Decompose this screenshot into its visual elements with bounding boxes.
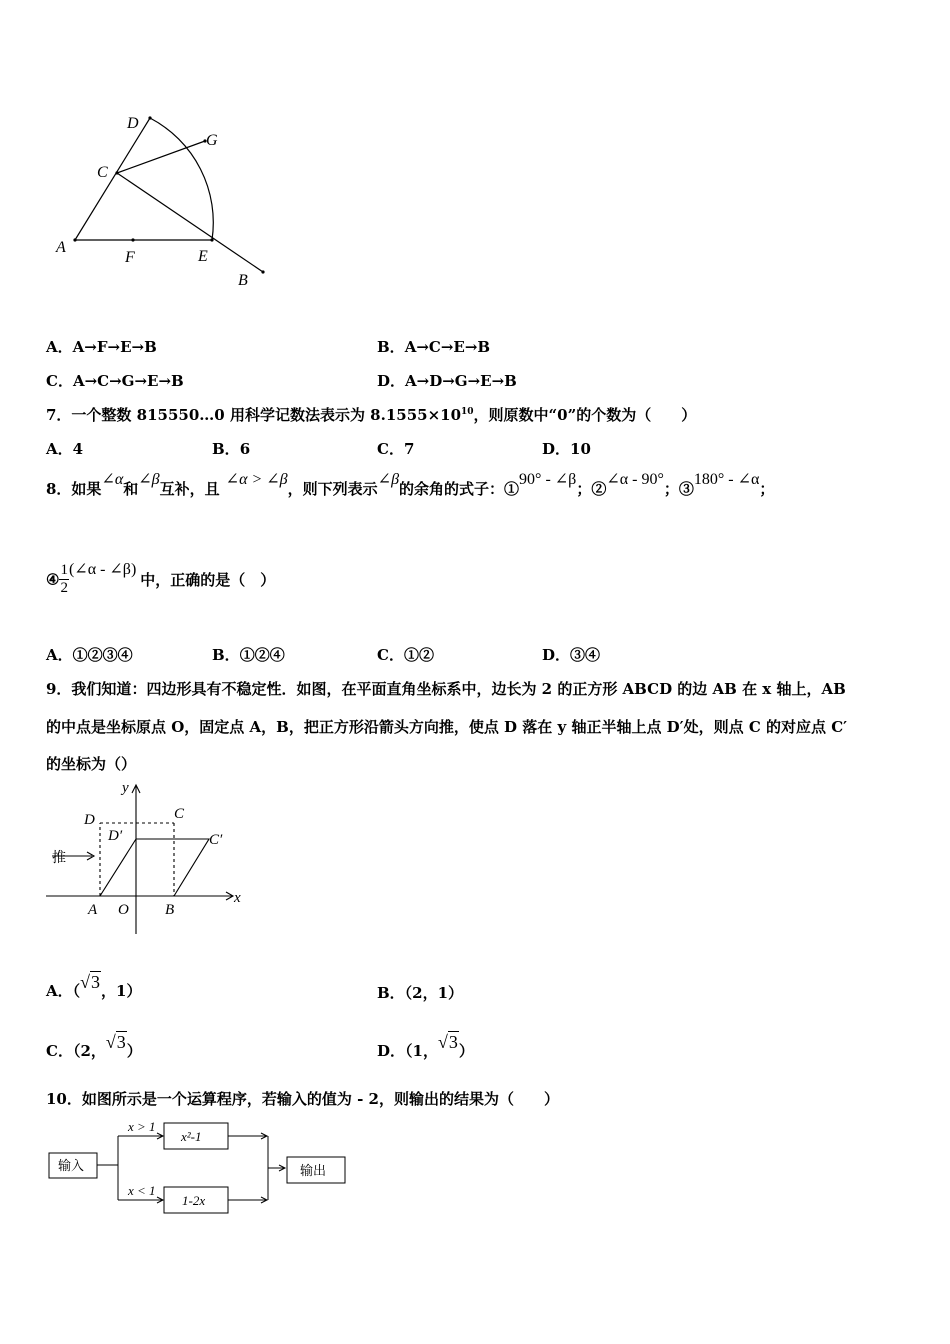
svg-text:O: O [118, 902, 129, 918]
svg-text:D′: D′ [108, 828, 123, 844]
label-G: G [206, 132, 218, 149]
q9-option-a[interactable]: A．（√3，1） [46, 972, 142, 1000]
q9-stem-line3: 的坐标为（） [46, 755, 137, 773]
q8-option-a[interactable]: A．①②③④ [46, 646, 133, 664]
svg-text:y: y [122, 780, 129, 796]
q10-stem: 10．如图所示是一个运算程序，若输入的值为 - 2，则输出的结果为（ ） [46, 1090, 559, 1108]
svg-text:x²-1: x²-1 [181, 1129, 202, 1144]
svg-text:D: D [84, 812, 95, 828]
flowchart [46, 1118, 356, 1223]
svg-text:输出: 输出 [300, 1163, 327, 1178]
q9-option-d[interactable]: D．（1，√3） [377, 1032, 474, 1060]
q7-option-a[interactable]: A．4 [46, 440, 84, 458]
q8-option-b[interactable]: B．①②④ [212, 646, 285, 664]
svg-text:x: x [234, 890, 241, 906]
q8-stem-line1: 8．如果∠α和∠β互补，且∠α > ∠β，则下列表示∠β的余角的式子：①90° - ∠β；②∠α - 90°；③180° - ∠α； [46, 471, 775, 498]
sector-figure [40, 105, 290, 300]
svg-text:x > 1: x > 1 [128, 1119, 156, 1134]
q9-option-b[interactable]: B．（2，1） [377, 984, 464, 1002]
segment-CB [117, 173, 263, 272]
label-C: C [97, 164, 108, 181]
svg-text:B: B [165, 902, 175, 918]
label-B: B [238, 272, 248, 289]
segment-AD [75, 118, 150, 240]
q7-option-d[interactable]: D．10 [542, 440, 591, 458]
q9-option-c[interactable]: C．（2，√3） [46, 1032, 142, 1060]
q8-option-d[interactable]: D．③④ [542, 646, 601, 664]
parallelogram-figure [44, 778, 254, 938]
arc-DE [150, 118, 213, 240]
svg-text:x < 1: x < 1 [128, 1183, 156, 1198]
q6-option-c[interactable]: C．A→C→G→E→B [46, 372, 184, 390]
q7-stem: 7．一个整数 815550…0 用科学记数法表示为 $8.1555\times 10^{10}$，则原数中“0”的个数为（ ） [46, 406, 697, 424]
svg-text:1-2x: 1-2x [182, 1193, 206, 1208]
label-A: A [56, 239, 66, 256]
svg-text:A: A [88, 902, 98, 918]
q9-stem-line1: 9．我们知道：四边形具有不稳定性．如图，在平面直角坐标系中，边长为 2 的正方形 ABCD 的边 AB 在 x 轴上，AB [46, 680, 846, 698]
svg-text:推: 推 [52, 851, 66, 866]
parallelogram [100, 839, 209, 896]
q8-stem-line2: ④ $\frac{1}{2}$ (∠α - ∠β)中，正确的是（ ） [46, 560, 276, 596]
q9-stem-line2: 的中点是坐标原点 O，固定点 A，B，把正方形沿箭头方向推，使点 D 落在 y 轴正半轴上点 D′处，则点 C 的对应点 C′ [46, 718, 848, 736]
label-E: E [198, 248, 208, 265]
label-D: D [127, 115, 139, 132]
q7-option-b[interactable]: B．6 [212, 440, 251, 458]
q6-option-b[interactable]: B．A→C→E→B [377, 338, 491, 356]
svg-text:输入: 输入 [58, 1158, 85, 1173]
label-F: F [125, 249, 135, 266]
svg-text:C′: C′ [209, 832, 223, 848]
q8-option-c[interactable]: C．①② [377, 646, 434, 664]
svg-text:C: C [174, 806, 185, 822]
q6-option-d[interactable]: D．A→D→G→E→B [377, 372, 517, 390]
segment-CG [117, 141, 205, 173]
q7-option-c[interactable]: C．7 [377, 440, 415, 458]
q6-option-a[interactable]: A．A→F→E→B [46, 338, 157, 356]
